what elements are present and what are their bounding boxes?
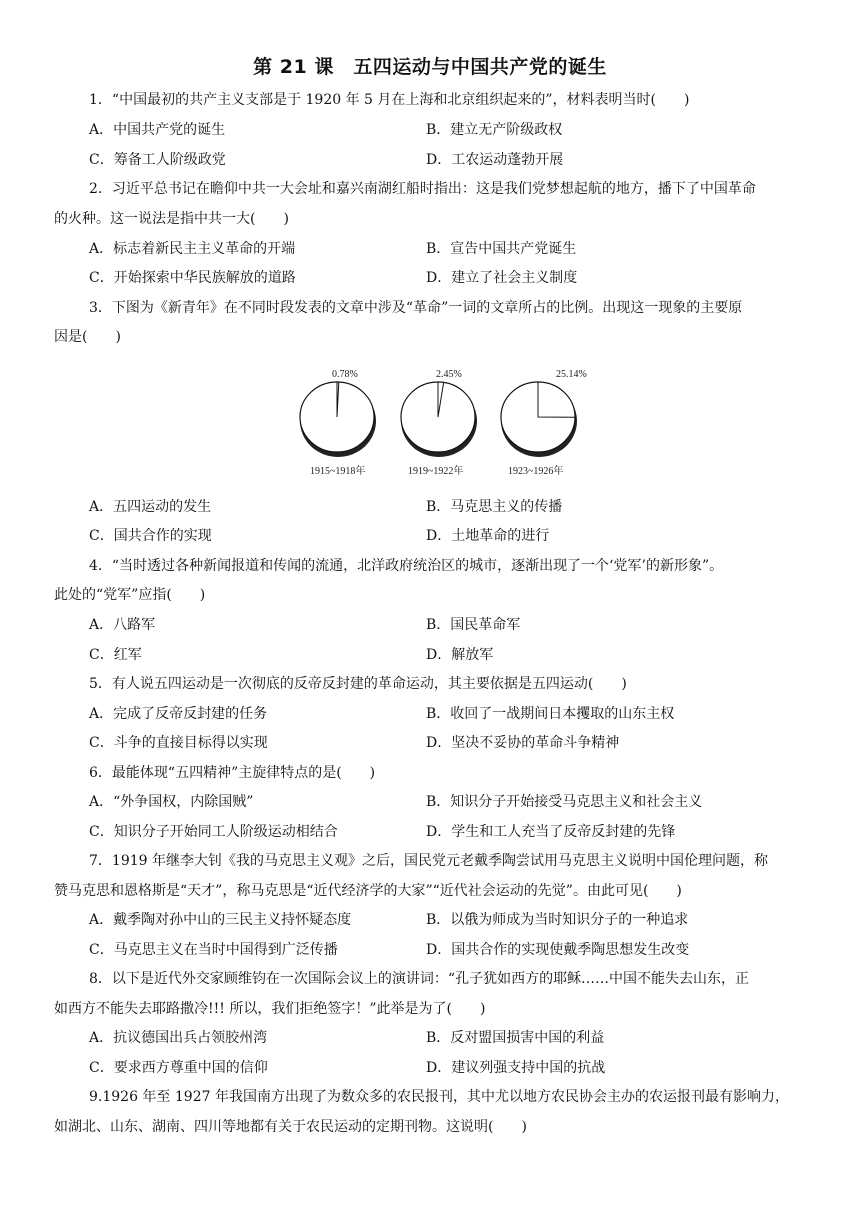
pie-3-period-label: 1923~1926年: [508, 466, 564, 477]
question-1-option-c: C．筹备工人阶级政党: [89, 152, 226, 168]
pie-3: [501, 369, 587, 477]
question-4-stem: 4．“当时透过各种新闻报道和传闻的流通，北洋政府统治区的城市，逐渐出现了一个‘党军’的新形象”。: [89, 558, 724, 574]
question-3-stem-cont: 因是( ): [54, 329, 121, 345]
question-2-option-b: B．宣告中国共产党诞生: [426, 241, 577, 257]
question-8-stem: 8．以下是近代外交家顾维钧在一次国际会议上的演讲词：“孔子犹如西方的耶稣……中国不能失去山东，正: [89, 971, 750, 987]
question-5-option-d: D．坚决不妥协的革命斗争精神: [426, 735, 620, 751]
pie-1: [300, 369, 376, 477]
question-3-option-c: C．国共合作的实现: [89, 528, 212, 544]
question-8-option-c: C．要求西方尊重中国的信仰: [89, 1060, 268, 1076]
question-4-option-b: B．国民革命军: [426, 617, 521, 633]
question-5-option-a: A．完成了反帝反封建的任务: [89, 706, 268, 722]
question-7-option-d: D．国共合作的实现使戴季陶思想发生改变: [426, 942, 690, 958]
question-7-stem-cont: 赞马克思和恩格斯是“天才”，称马克思是“近代经济学的大家”“近代社会运动的先觉”。由此可见( ): [54, 883, 682, 899]
question-1-option-a: A．中国共产党的诞生: [89, 122, 226, 138]
question-9-stem: 9.1926 年至 1927 年我国南方出现了为数众多的农民报刊，其中尤以地方农民协会主办的农运报刊最有影响力，: [89, 1089, 789, 1105]
question-8-stem-cont: 如西方不能失去耶路撒冷!!! 所以，我们拒绝签字！”此举是为了( ): [54, 1001, 486, 1017]
revolution-ratio-figure: [290, 364, 600, 484]
question-2-stem-cont: 的火种。这一说法是指中共一大( ): [54, 211, 289, 227]
question-4-option-a: A．八路军: [89, 617, 156, 633]
question-3-option-d: D．土地革命的进行: [426, 528, 550, 544]
question-2-option-c: C．开始探索中华民族解放的道路: [89, 270, 296, 286]
pie-2-period-label: 1919~1922年: [408, 466, 464, 477]
question-5-option-c: C．斗争的直接目标得以实现: [89, 735, 268, 751]
pie-1-period-label: 1915~1918年: [310, 466, 366, 477]
question-3-option-a: A．五四运动的发生: [89, 499, 212, 515]
question-9-stem-cont: 如湖北、山东、湖南、四川等地都有关于农民运动的定期刊物。这说明( ): [54, 1119, 527, 1135]
question-7-stem: 7．1919 年继李大钊《我的马克思主义观》之后，国民党元老戴季陶尝试用马克思主义说明中国伦理问题，称: [89, 853, 768, 869]
question-6-option-a: A．“外争国权，内除国贼”: [89, 794, 254, 810]
pie-2-percent-label: 2.45%: [436, 369, 462, 380]
question-2-option-d: D．建立了社会主义制度: [426, 270, 578, 286]
question-1-option-b: B．建立无产阶级政权: [426, 122, 563, 138]
question-4-stem-cont: 此处的“党军”应指( ): [54, 587, 206, 603]
question-3-option-b: B．马克思主义的传播: [426, 499, 563, 515]
pie-1-percent-label: 0.78%: [332, 369, 358, 380]
pie-chart-group: [290, 364, 600, 484]
question-6-stem: 6．最能体现“五四精神”主旋律特点的是( ): [89, 765, 376, 781]
question-3-stem: 3．下图为《新青年》在不同时段发表的文章中涉及“革命”一词的文章所占的比例。出现这一现象的主要原: [89, 300, 743, 316]
question-7-option-c: C．马克思主义在当时中国得到广泛传播: [89, 942, 338, 958]
question-6-option-d: D．学生和工人充当了反帝反封建的先锋: [426, 824, 676, 840]
question-2-option-a: A．标志着新民主主义革命的开端: [89, 241, 296, 257]
question-6-option-c: C．知识分子开始同工人阶级运动相结合: [89, 824, 338, 840]
question-5-stem: 5．有人说五四运动是一次彻底的反帝反封建的革命运动，其主要依据是五四运动( ): [89, 676, 627, 692]
question-1-option-d: D．工农运动蓬勃开展: [426, 152, 564, 168]
question-8-option-d: D．建议列强支持中国的抗战: [426, 1060, 606, 1076]
question-4-option-c: C．红军: [89, 647, 142, 663]
question-4-option-d: D．解放军: [426, 647, 494, 663]
question-8-option-a: A．抗议德国出兵占领胶州湾: [89, 1030, 268, 1046]
question-6-option-b: B．知识分子开始接受马克思主义和社会主义: [426, 794, 703, 810]
question-1-stem: 1．“中国最初的共产主义支部是于 1920 年 5 月在上海和北京组织起来的”，材料表明当时( ): [89, 92, 690, 108]
question-5-option-b: B．收回了一战期间日本攫取的山东主权: [426, 706, 675, 722]
question-7-option-b: B．以俄为师成为当时知识分子的一种追求: [426, 912, 689, 928]
pie-3-percent-label: 25.14%: [556, 369, 587, 380]
question-8-option-b: B．反对盟国损害中国的利益: [426, 1030, 605, 1046]
question-2-stem: 2．习近平总书记在瞻仰中共一大会址和嘉兴南湖红船时指出：这是我们党梦想起航的地方，播下了中国革命: [89, 181, 756, 197]
page-title: 第 21 课 五四运动与中国共产党的诞生: [253, 56, 607, 78]
question-7-option-a: A．戴季陶对孙中山的三民主义持怀疑态度: [89, 912, 352, 928]
pie-2: [401, 369, 477, 477]
